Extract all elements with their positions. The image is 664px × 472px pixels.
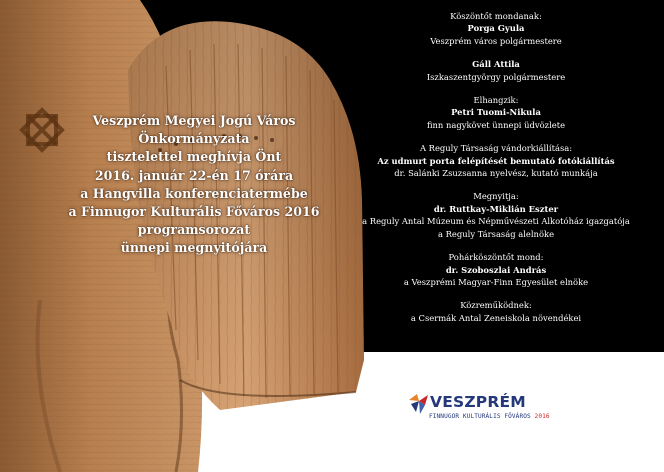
guest-role: finn nagykövet ünnepi üdvözlete <box>426 119 566 130</box>
exhibition-title: Az udmurt porta felépítését bemutató fotókiállítás <box>377 155 615 166</box>
exhibition-credit: dr. Salánki Zsuzsanna nyelvész, kutató munkája <box>394 168 598 179</box>
greeting-heading: Köszöntőt mondanak: <box>450 11 542 21</box>
invitation-line: Veszprém Megyei Jogú Város <box>92 113 296 128</box>
invitation-line: Önkormányzata <box>138 131 250 147</box>
speaker-name: Gáll Attila <box>472 59 520 70</box>
invitation-text <box>44 112 344 258</box>
logo-subtitle <box>429 413 550 420</box>
speaker-role: Iszkaszentgyörgy polgármestere <box>426 71 566 82</box>
speaker-role: Veszprém város polgármestere <box>430 35 562 46</box>
opening-name: dr. Ruttkay-Miklián Eszter <box>433 203 559 214</box>
toast-role: a Veszprémi Magyar-Finn Egyesület elnöke <box>403 276 589 287</box>
logo-wordmark: VESZPRÉM <box>430 393 526 411</box>
invitation-line: tisztelettel meghívja Önt <box>106 149 282 165</box>
veszprem-logo <box>408 392 548 428</box>
performers-heading: Közreműködnek: <box>460 300 532 311</box>
logo-subtitle-text: FINNUGOR KULTURÁLIS FŐVÁROS <box>429 413 531 420</box>
bird-mark-icon <box>408 392 430 416</box>
guest-name: Petri Tuomi-Nikula <box>451 107 541 118</box>
invitation-line: programsorozat <box>137 222 251 238</box>
logo-year: 2016 <box>534 413 550 420</box>
program-list <box>300 10 664 324</box>
guest-heading: Elhangzik: <box>473 95 519 106</box>
toast-name: dr. Szoboszlai András <box>445 264 547 275</box>
opening-role: a Reguly Társaság alelnöke <box>437 228 555 239</box>
performers-name: a Csermák Antal Zeneiskola növendékei <box>410 312 582 323</box>
speaker-name: Porga Gyula <box>467 23 525 34</box>
invitation-line: ünnepi megnyitójára <box>120 240 268 256</box>
exhibition-heading: A Reguly Társaság vándorkiállítása: <box>419 143 573 154</box>
toast-heading: Pohárköszöntőt mond: <box>448 252 544 263</box>
invitation-line: a Finnugor Kulturális Főváros 2016 <box>68 204 320 220</box>
opening-heading: Megnyitja: <box>473 191 519 202</box>
invitation-line: a Hangvilla konferenciatermébe <box>80 185 308 201</box>
opening-role: a Reguly Antal Múzeum és Népművészeti Alkotóház igazgatója <box>362 216 630 227</box>
invitation-line: 2016. január 22-én 17 órára <box>94 167 294 183</box>
